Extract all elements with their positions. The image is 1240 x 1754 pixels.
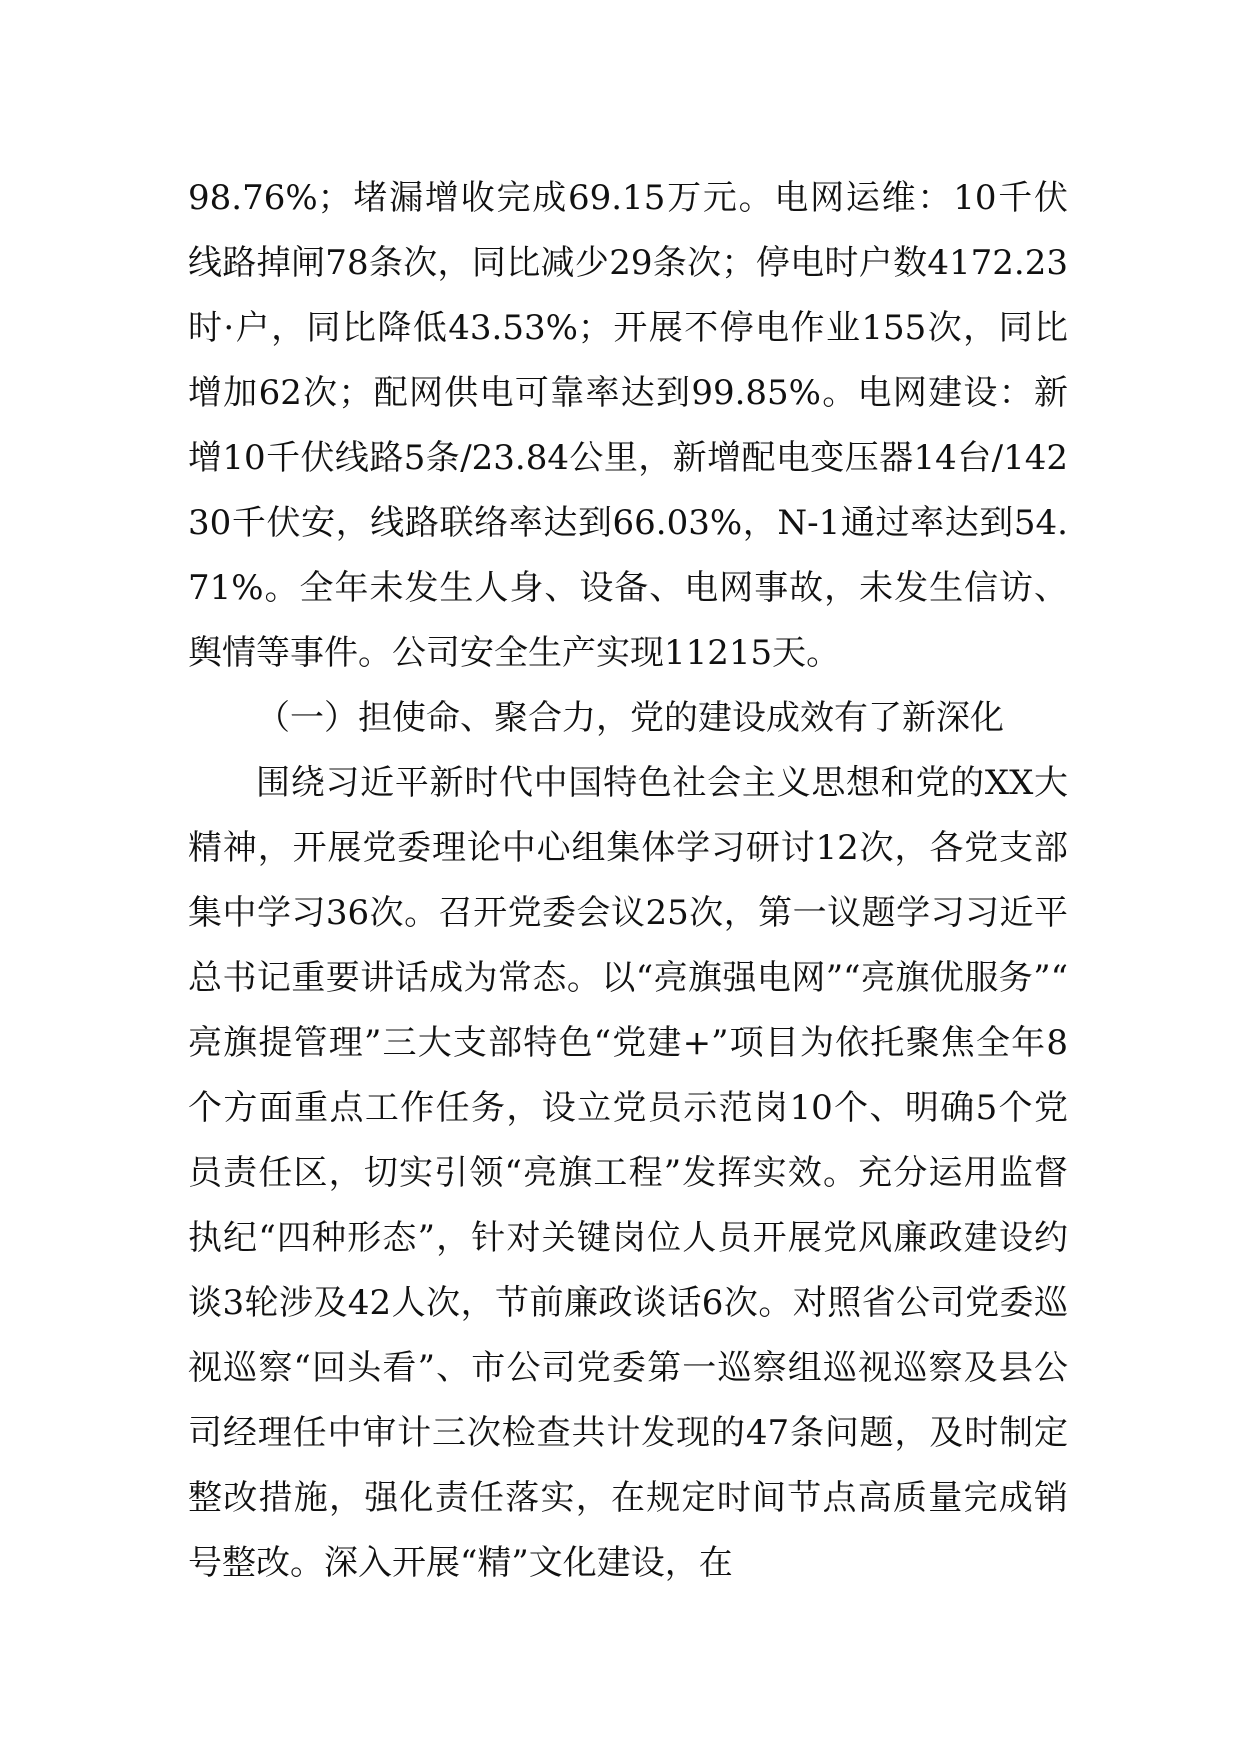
paragraph-party-building: 围绕习近平新时代中国特色社会主义思想和党的XX大精神，开展党委理论中心组集体学习研讨12次，各党支部集中学习36次。召开党委会议25次，第一议题学习习近平总书记重要讲话成为常态。以“亮旗强电网”“亮旗优服务”“亮旗提管理”三大支部特色“党建+”项目为依托聚焦全年8个方面重点工作任务，设立党员示范岗10个、明确5个党员责任区，切实引领“亮旗工程”发挥实效。充分运用监督执纪“四种形态”，针对关键岗位人员开展党风廉政建设约谈3轮涉及42人次，节前廉政谈话6次。对照省公司党委巡视巡察“回头看”、市公司党委第一巡察组巡视巡察及县公司经理任中审计三次检查共计发现的47条问题，及时制定整改措施，强化责任落实，在规定时间节点高质量完成销号整改。深入开展“精”文化建设，在 [188,763,1068,1583]
document-body [188,166,1068,1596]
paragraph-statistics-continued: 98.76%；堵漏增收完成69.15万元。电网运维：10千伏线路掉闸78条次，同比减少29条次；停电时户数4172.23时·户，同比降低43.53%；开展不停电作业155次，同比增加62次；配网供电可靠率达到99.85%。电网建设：新增10千伏线路5条/23.84公里，新增配电变压器14台/14230千伏安，线路联络率达到66.03%，N-1通过率达到54.71%。全年未发生人身、设备、电网事故，未发生信访、舆情等事件。公司安全生产实现11215天。 [188,178,1068,673]
section-heading-party-building: （一）担使命、聚合力，党的建设成效有了新深化 [256,698,1004,738]
